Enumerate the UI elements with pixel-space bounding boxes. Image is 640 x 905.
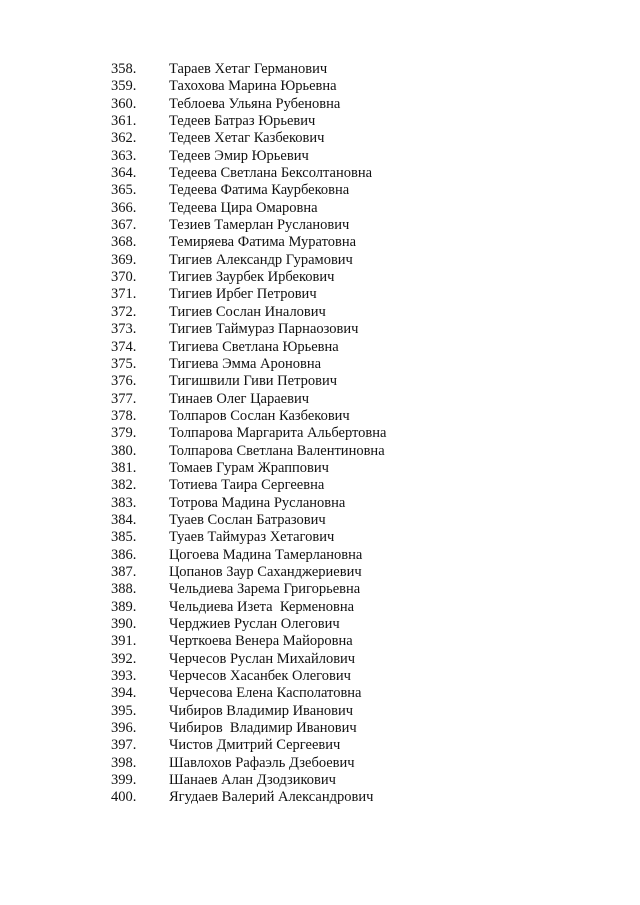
list-item [0, 130, 560, 147]
list-item [0, 321, 560, 338]
list-item [0, 564, 560, 581]
person-name: Чибиров Владимир Иванович [169, 702, 354, 719]
item-number: 393. [111, 668, 137, 685]
list-item [0, 633, 560, 650]
item-number: 362. [111, 130, 137, 147]
person-name: Толпаров Сослан Казбекович [169, 407, 350, 424]
item-number: 386. [111, 546, 137, 563]
person-name: Тигиев Заурбек Ирбекович [169, 269, 335, 286]
list-item [0, 373, 560, 390]
person-name: Тедеева Светлана Бексолтановна [169, 165, 373, 182]
item-number: 371. [111, 286, 137, 303]
item-number: 363. [111, 147, 137, 164]
list-item [0, 651, 560, 668]
list-item [0, 495, 560, 512]
item-number: 385. [111, 529, 137, 546]
list-item [0, 78, 560, 95]
person-name: Тигиева Светлана Юрьевна [169, 338, 339, 355]
person-name: Тинаев Олег Цараевич [169, 390, 310, 407]
list-item [0, 616, 560, 633]
person-name: Тотрова Мадина Руслановна [169, 494, 346, 511]
item-number: 391. [111, 633, 137, 650]
item-number: 370. [111, 269, 137, 286]
item-number: 358. [111, 61, 137, 77]
list-item [0, 252, 560, 269]
item-number: 383. [111, 494, 137, 511]
person-name: Тезиев Тамерлан Русланович [169, 217, 350, 234]
list-item [0, 217, 560, 234]
item-number: 390. [111, 616, 137, 632]
item-number: 381. [111, 459, 137, 476]
item-number: 378. [111, 407, 137, 424]
item-number: 387. [111, 563, 137, 580]
item-number: 380. [111, 442, 137, 459]
item-number: 377. [111, 390, 137, 407]
list-item [0, 547, 560, 564]
person-name: Черджиев Руслан Олегович [169, 616, 340, 632]
item-number: 376. [111, 373, 137, 390]
list-item [0, 425, 560, 442]
item-number: 388. [111, 581, 137, 598]
person-name: Тедеев Эмир Юрьевич [169, 147, 309, 164]
item-number: 368. [111, 234, 137, 251]
item-number: 389. [111, 598, 137, 615]
list-item [0, 512, 560, 529]
list-item [0, 529, 560, 546]
list-item [0, 460, 560, 477]
item-number: 397. [111, 737, 137, 754]
person-name: Чельдиева Зарема Григорьевна [169, 581, 361, 598]
list-item [0, 113, 560, 130]
person-name: Томаев Гурам Жраппович [169, 459, 329, 476]
item-number: 382. [111, 477, 137, 494]
item-number: 400. [111, 789, 137, 806]
person-name: Теблоева Ульяна Рубеновна [169, 95, 341, 112]
item-number: 375. [111, 355, 137, 372]
list-item [0, 304, 560, 321]
person-name: Толпарова Маргарита Альбертовна [169, 425, 387, 442]
item-number: 367. [111, 217, 137, 234]
person-name: Тигиев Сослан Иналович [169, 303, 326, 320]
item-number: 364. [111, 165, 137, 182]
item-number: 374. [111, 338, 137, 355]
person-name: Тахохова Марина Юрьевна [169, 78, 337, 95]
person-name: Шавлохов Рафаэль Дзебоевич [169, 754, 355, 771]
item-number: 392. [111, 650, 137, 667]
list-item [0, 703, 560, 720]
person-name: Туаев Таймураз Хетагович [169, 529, 335, 546]
list-item [0, 269, 560, 286]
list-item [0, 286, 560, 303]
item-number: 372. [111, 303, 137, 320]
person-name: Ягудаев Валерий Александрович [169, 789, 374, 806]
person-name: Темиряева Фатима Муратовна [169, 234, 357, 251]
item-number: 373. [111, 321, 137, 338]
list-item [0, 581, 560, 598]
person-name: Чистов Дмитрий Сергеевич [169, 737, 341, 754]
person-name: Цопанов Заур Саханджериевич [169, 563, 362, 580]
item-number: 379. [111, 425, 137, 442]
list-item [0, 61, 560, 78]
item-number: 359. [111, 78, 137, 95]
person-name: Чибиров Владимир Иванович [169, 720, 357, 737]
list-item [0, 668, 560, 685]
person-name: Тедеева Цира Омаровна [169, 199, 318, 216]
list-item [0, 685, 560, 702]
list-item [0, 165, 560, 182]
person-name: Тигиев Таймураз Парнаозович [169, 321, 359, 338]
list-item [0, 234, 560, 251]
item-number: 361. [111, 113, 137, 130]
list-item [0, 443, 560, 460]
item-number: 384. [111, 511, 137, 528]
numbered-name-list [0, 61, 560, 807]
person-name: Толпарова Светлана Валентиновна [169, 442, 385, 459]
item-number: 398. [111, 754, 137, 771]
person-name: Черчесов Хасанбек Олегович [169, 668, 351, 685]
item-number: 395. [111, 702, 137, 719]
item-number: 360. [111, 95, 137, 112]
list-item [0, 182, 560, 199]
list-item [0, 408, 560, 425]
person-name: Цогоева Мадина Тамерлановна [169, 546, 363, 563]
list-item [0, 755, 560, 772]
person-name: Чельдиева Изета Керменовна [169, 598, 355, 615]
list-item [0, 96, 560, 113]
person-name: Тотиева Таира Сергеевна [169, 477, 325, 494]
person-name: Тараев Хетаг Германович [169, 61, 328, 77]
list-item [0, 339, 560, 356]
person-name: Черткоева Венера Майоровна [169, 633, 353, 650]
person-name: Тигиева Эмма Ароновна [169, 355, 322, 372]
list-item [0, 391, 560, 408]
list-item [0, 200, 560, 217]
item-number: 366. [111, 199, 137, 216]
person-name: Тигиев Александр Гурамович [169, 251, 353, 268]
item-number: 394. [111, 685, 137, 702]
list-item [0, 789, 560, 806]
list-item [0, 477, 560, 494]
item-number: 369. [111, 251, 137, 268]
person-name: Тигишвили Гиви Петрович [169, 373, 337, 390]
person-name: Шанаев Алан Дзодзикович [169, 772, 336, 789]
list-item [0, 737, 560, 754]
list-item [0, 720, 560, 737]
list-item [0, 599, 560, 616]
item-number: 396. [111, 720, 137, 737]
person-name: Черчесова Елена Касполатовна [169, 685, 362, 702]
list-item [0, 356, 560, 373]
person-name: Тедеев Хетаг Казбекович [169, 130, 325, 147]
person-name: Тедеева Фатима Каурбековна [169, 182, 350, 199]
item-number: 365. [111, 182, 137, 199]
list-item [0, 772, 560, 789]
person-name: Черчесов Руслан Михайлович [169, 650, 356, 667]
person-name: Тедеев Батраз Юрьевич [169, 113, 316, 130]
person-name: Тигиев Ирбег Петрович [169, 286, 317, 303]
list-item [0, 148, 560, 165]
person-name: Туаев Сослан Батразович [169, 511, 326, 528]
item-number: 399. [111, 772, 137, 789]
